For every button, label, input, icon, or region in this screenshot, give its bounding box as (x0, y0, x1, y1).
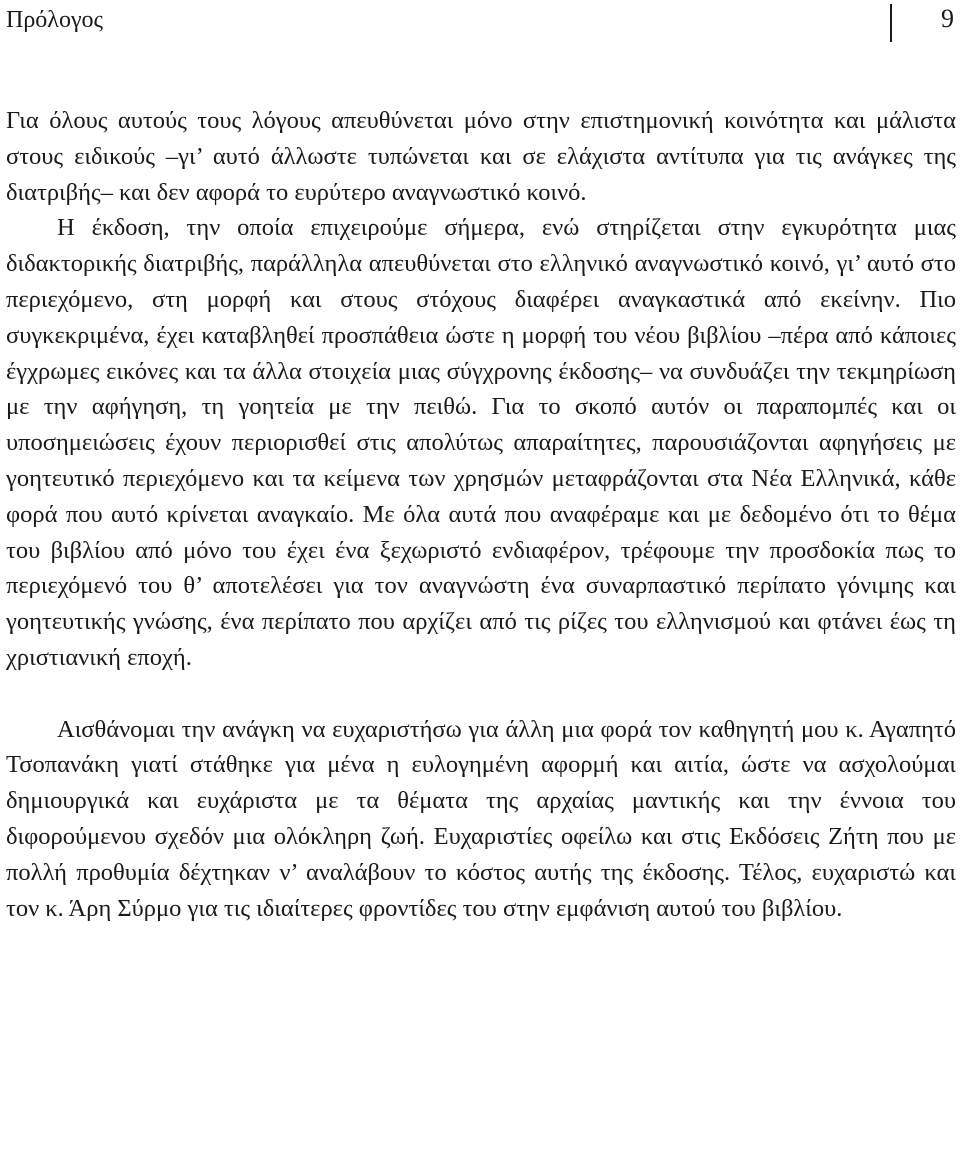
page-header (0, 0, 960, 44)
page-body (6, 103, 956, 926)
paragraph-continued: Για όλους αυτούς τους λόγους απευθύνεται μόνο στην επιστημονική κοινότητα και μάλιστα στους ειδικούς –γι’ αυτό άλλωστε τυπώνεται και σε ελάχιστα αντίτυπα για τις ανάγκες της διατριβής– και δεν αφορά το ευρύτερο αναγνωστικό κοινό. (6, 107, 956, 206)
header-divider (890, 4, 892, 42)
paragraph-edition: Η έκδοση, την οποία επιχειρούμε σήμερα, ενώ στηρίζεται στην εγκυρότητα μιας διδακτορικής διατριβής, παράλληλα απευθύνεται στο ελληνικό αναγνωστικό κοινό, γι’ αυτό στο περιεχόμενο, στη μορφή και στους στόχους διαφέρει αναγκαστικά από εκείνην. Πιο συγκεκριμένα, έχει καταβληθεί προσπάθεια ώστε η μορφή του νέου βιβλίου –πέρα από κάποιες έγχρωμες εικόνες και τα άλλα στοιχεία μιας σύγχρονης έκδοσης– να συνδυάζει την τεκμηρίωση με την αφήγηση, τη γοητεία με την πειθώ. Για το σκοπό αυτόν οι παραπομπές και οι υποσημειώσεις έχουν περιορισθεί στις απολύτως απαραίτητες, παρουσιάζονται αφηγήσεις με γοητευτικό περιεχόμενο και τα κείμενα των χρησμών μεταφράζονται στα Νέα Ελληνικά, κάθε φορά που αυτό κρίνεται αναγκαίο. Με όλα αυτά που αναφέραμε και με δεδομένο ότι το θέμα του βιβλίου από μόνο του έχει ένα ξεχωριστό ενδιαφέρον, τρέφουμε την προσδοκία πως το περιεχόμενό του θ’ αποτελέσει για τον αναγνώστη ένα συναρπαστικό περίπατο γόνιμης και γοητευτικής γνώσης, ένα περίπατο που αρχίζει από τις ρίζες του ελληνισμού και φτάνει έως τη χριστιανική εποχή. (6, 214, 956, 671)
paragraph-acknowledgements: Αισθάνομαι την ανάγκη να ευχαριστήσω για άλλη μια φορά τον καθηγητή μου κ. Αγαπητό Τσοπανάκη γιατί στάθηκε για μένα η ευλογημένη αφορμή και αιτία, ώστε να ασχολούμαι δημιουργικά και ευχάριστα με τα θέματα της αρχαίας μαντικής και την έννοια του διφορούμενου σχεδόν μια ολόκληρη ζωή. Ευχαριστίες οφείλω και στις Εκδόσεις Ζήτη που με πολλή προθυμία δέχτηκαν ν’ αναλάβουν το κόστος αυτής της έκδοσης. Τέλος, ευχαριστώ και τον κ. Άρη Σύρμο για τις ιδιαίτερες φροντίδες του στην εμφάνιση αυτού του βιβλίου. (6, 715, 956, 922)
page-number: 9 (941, 4, 954, 33)
running-head: Πρόλογος (6, 7, 104, 33)
